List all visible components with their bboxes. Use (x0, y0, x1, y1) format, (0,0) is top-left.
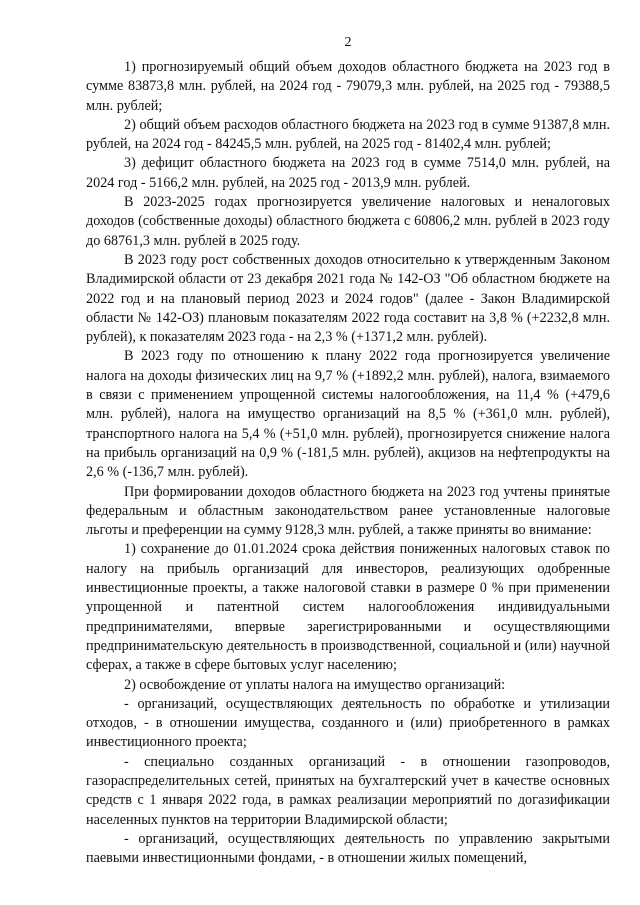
paragraph-own-revenue-growth: В 2023-2025 годах прогнозируется увеличение налоговых и неналоговых доходов (собственные доходы) областного бюджета с 60806,2 млн. рублей в 2023 году до 68761,3 млн. рублей в 2025 году. (86, 194, 610, 249)
paragraph-budget-deficit: 3) дефицит областного бюджета на 2023 год в сумме 7514,0 млн. рублей, на 2024 год - 5166,2 млн. рублей, на 2025 год - 2013,9 млн. рублей. (86, 155, 610, 191)
paragraph-revenue-forecast: 1) прогнозируемый общий объем доходов областного бюджета на 2023 год в сумме 83873,8 млн. рублей, на 2024 год - 79079,3 млн. рублей, на 2025 год - 79388,5 млн. рублей; (86, 59, 610, 114)
paragraph-fund-organizations: - организаций, осуществляющих деятельность по управлению закрытыми паевыми инвестиционными фондами, - в отношении жилых помещений, (86, 830, 610, 867)
paragraph-2023-growth: В 2023 году рост собственных доходов относительно к утвержденным Законом Владимирской области от 23 декабря 2021 года № 142-ОЗ "Об областном бюджете на 2022 год и на плановый период 2023 и 2024 годов" (далее - Закон Владимирской области № 142-ОЗ) плановым показателям 2022 года составит на 3,8 % (+2232,8 млн. рублей), к показателям 2023 года - на 2,3 % (+1371,2 млн. рублей). (86, 251, 610, 346)
paragraph-waste-organizations: - организаций, осуществляющих деятельность по обработке и утилизации отходов, - в отношении имущества, созданного и (или) приобретенного в рамках инвестиционного проекта; (86, 695, 610, 751)
paragraph-gas-organizations: - специально созданных организаций - в отношении газопроводов, газораспределительных сетей, принятых на бухгалтерский учет в качестве основных средств с 1 января 2022 года, в рамках реализации мероприятий по догазификации населенных пунктов на территории Владимирской области; (86, 753, 610, 828)
paragraph-property-tax-exemption: 2) освобождение от уплаты налога на имущество организаций: (124, 676, 506, 693)
page-number: 2 (344, 35, 352, 50)
paragraph-expenditure-total: 2) общий объем расходов областного бюджета на 2023 год в сумме 91387,8 млн. рублей, на 2024 год - 84245,5 млн. рублей, на 2025 год - 81402,4 млн. рублей; (86, 116, 610, 153)
paragraph-reduced-rates: 1) сохранение до 01.01.2024 срока действия пониженных налоговых ставок по налогу на прибыль организаций для инвесторов, реализующих одобренные инвестиционные проекты, а также налоговой ставки в размере 0 % при применении упрощенной и патентной систем налогообложения индивидуальными предпринимателями, впервые зарегистрированными и осуществляющими предпринимательскую деятельность в производственной, социальной и (или) научной сферах, а также в сфере бытовых услуг населению; (86, 541, 610, 674)
paragraph-tax-changes: В 2023 году по отношению к плану 2022 года прогнозируется увеличение налога на доходы физических лиц на 9,7 % (+1892,2 млн. рублей), налога, взимаемого в связи с применением упрощенной системы налогообложения, на 11,4 % (+479,6 млн. рублей), налога на имущество организаций на 8,5 % (+361,0 млн. рублей), транспортного налога на 5,4 % (+51,0 млн. рублей), прогнозируется снижение налога на прибыль организаций на 0,9 % (-181,5 млн. рублей), акцизов на нефтепродукты на 2,6 % (-136,7 млн. рублей). (86, 348, 610, 481)
paragraph-tax-benefits: При формировании доходов областного бюджета на 2023 год учтены принятые федеральным и областным законодательством ранее установленные налоговые льготы и преференции на сумму 9128,3 млн. рублей, а также приняты во внимание: (86, 483, 610, 539)
document-body (86, 58, 610, 868)
